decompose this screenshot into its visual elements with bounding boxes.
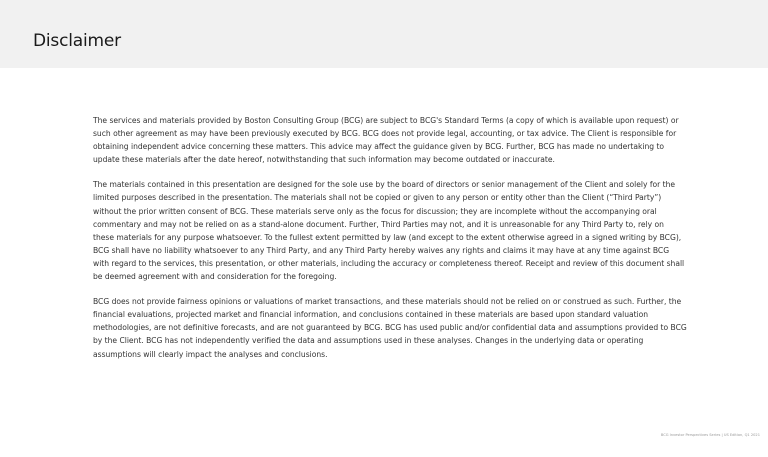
header-bar (0, 0, 768, 68)
disclaimer-paragraph-2: The materials contained in this presentation are designed for the sole use by the board of directors or senior management of the Client and solely for the limited purposes described in the presentation. The materials shall not be copied or given to any person or entity other than the Client (“Third Party”) without the prior written consent of BCG. These materials serve only as the focus for discussion; they are incomplete without the accompanying oral commentary and may not be relied on as a stand-alone document. Further, Third Parties may not, and it is unreasonable for any Third Party to, rely on these materials for any purpose whatsoever. To the fullest extent permitted by law (and except to the extent otherwise agreed in a signed writing by BCG), BCG shall have no liability whatsoever to any Third Party, and any Third Party hereby waives any rights and claims it may have at any time against BCG with regard to the services, this presentation, or other materials, including the accuracy or completeness thereof. Receipt and review of this document shall be deemed agreement with and consideration for the foregoing. (93, 180, 685, 282)
disclaimer-body (93, 114, 687, 373)
footer-note: BCG Investor Perspectives Series | US Edition, Q1 2021 (660, 433, 760, 437)
page-title: Disclaimer (33, 31, 121, 51)
disclaimer-paragraph-3: BCG does not provide fairness opinions or valuations of market transactions, and these materials should not be relied on or construed as such. Further, the financial evaluations, projected market and financial information, and conclusions contained in these materials are based upon standard valuation methodologies, are not definitive forecasts, and are not guaranteed by BCG. BCG has used public and/or confidential data and assumptions provided to BCG by the Client. BCG has not independently verified the data and assumptions used in these analyses. Changes in the underlying data or operating assumptions will clearly impact the analyses and conclusions. (93, 297, 687, 359)
disclaimer-paragraph-1: The services and materials provided by Boston Consulting Group (BCG) are subject to BCG's Standard Terms (a copy of which is available upon request) or such other agreement as may have been previously executed by BCG. BCG does not provide legal, accounting, or tax advice. The Client is responsible for obtaining independent advice concerning these matters. This advice may affect the guidance given by BCG. Further, BCG has made no undertaking to update these materials after the date hereof, notwithstanding that such information may become outdated or inaccurate. (93, 116, 679, 165)
